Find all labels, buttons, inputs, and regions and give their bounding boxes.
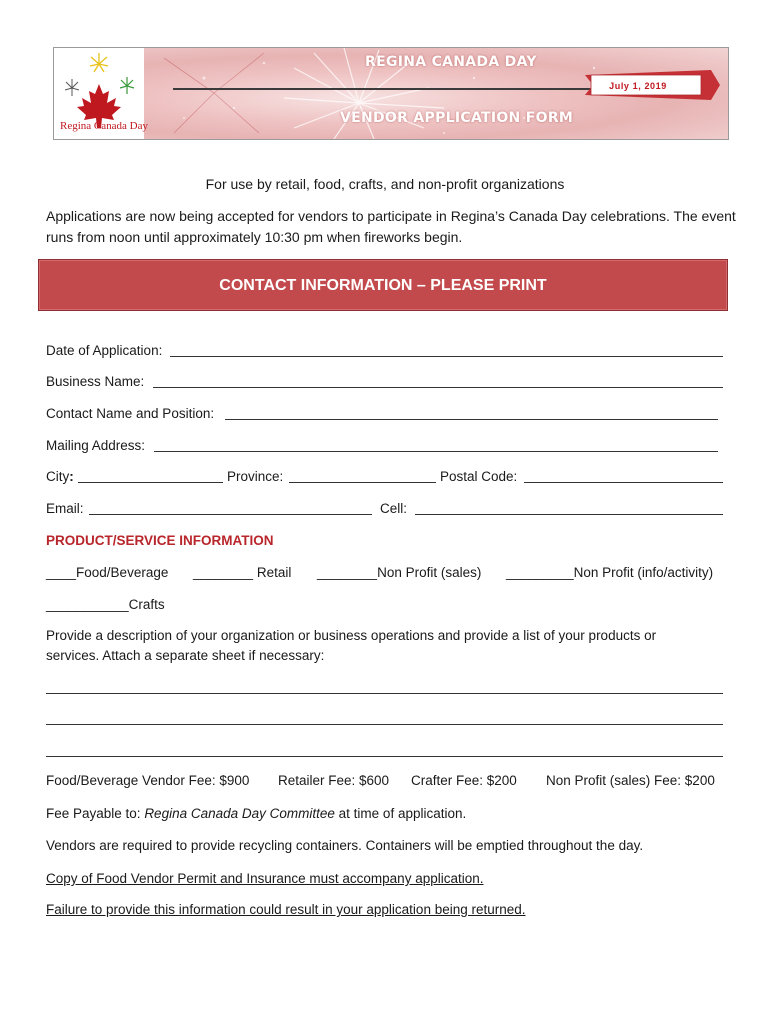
retail-option[interactable]: ________ Retail	[193, 565, 292, 580]
crafter-fee: Crafter Fee: $200	[411, 773, 517, 788]
crafts-option[interactable]: ___________Crafts	[46, 597, 165, 612]
email-label: Email:	[46, 501, 84, 516]
mailing-address-field[interactable]	[154, 451, 718, 452]
email-field[interactable]	[89, 514, 372, 515]
city-label: City	[46, 469, 70, 484]
banner-subtitle: VENDOR APPLICATION FORM	[340, 110, 574, 126]
business-name-label: Business Name:	[46, 374, 145, 389]
fee-payable-committee: Regina Canada Day Committee	[144, 806, 335, 821]
event-date: July 1, 2019	[609, 81, 667, 91]
retailer-fee: Retailer Fee: $600	[278, 773, 390, 788]
description-line-1[interactable]	[46, 693, 723, 694]
contact-section-title: CONTACT INFORMATION – PLEASE PRINT	[219, 277, 547, 294]
cell-label: Cell:	[380, 501, 408, 516]
failure-warning-note: Failure to provide this information could result in your application being returned.	[46, 902, 526, 917]
date-of-application-label: Date of Application:	[46, 343, 163, 358]
postal-code-label: Postal Code:	[440, 469, 518, 484]
nonprofit-info-option[interactable]: _________Non Profit (info/activity)	[506, 565, 714, 580]
permit-requirement-note: Copy of Food Vendor Permit and Insurance must accompany application.	[46, 871, 484, 886]
recycling-note: Vendors are required to provide recycling containers. Containers will be emptied throughout the day.	[46, 838, 644, 853]
city-field[interactable]	[78, 482, 223, 483]
food-beverage-option[interactable]: ____Food/Beverage	[46, 565, 169, 580]
city-colon: :	[69, 469, 74, 484]
nonprofit-fee: Non Profit (sales) Fee: $200	[546, 773, 715, 788]
mailing-address-label: Mailing Address:	[46, 438, 146, 453]
province-field[interactable]	[289, 482, 436, 483]
date-of-application-field[interactable]	[170, 356, 723, 357]
description-instructions-line1: Provide a description of your organization or business operations and provide a list of your products or	[46, 628, 657, 643]
product-section-title: PRODUCT/SERVICE INFORMATION	[46, 533, 274, 548]
contact-name-label: Contact Name and Position:	[46, 406, 215, 421]
tagline: For use by retail, food, crafts, and non-profit organizations	[205, 176, 565, 192]
intro-paragraph: Applications are now being accepted for vendors to participate in Regina’s Canada Day celebrations. The event runs from noon until approximately 10:30 pm when fireworks begin.	[46, 208, 736, 245]
fee-payable-prefix: Fee Payable to:	[46, 806, 145, 821]
logo-caption: Regina Canada Day	[60, 120, 148, 132]
postal-code-field[interactable]	[524, 482, 723, 483]
banner-title: REGINA CANADA DAY	[365, 54, 537, 70]
description-line-3[interactable]	[46, 756, 723, 757]
description-instructions-line2: services. Attach a separate sheet if necessary:	[46, 648, 325, 663]
banner-title-rule	[173, 88, 591, 90]
description-line-2[interactable]	[46, 724, 723, 725]
fee-payable-note	[46, 806, 466, 822]
contact-name-field[interactable]	[225, 419, 718, 420]
city-label-group	[46, 469, 74, 485]
business-name-field[interactable]	[153, 387, 723, 388]
province-label: Province:	[227, 469, 284, 484]
food-vendor-fee: Food/Beverage Vendor Fee: $900	[46, 773, 250, 788]
nonprofit-sales-option[interactable]: ________Non Profit (sales)	[317, 565, 482, 580]
contact-section-header	[38, 259, 728, 311]
cell-field[interactable]	[415, 514, 723, 515]
fee-payable-suffix: at time of application.	[334, 806, 467, 821]
